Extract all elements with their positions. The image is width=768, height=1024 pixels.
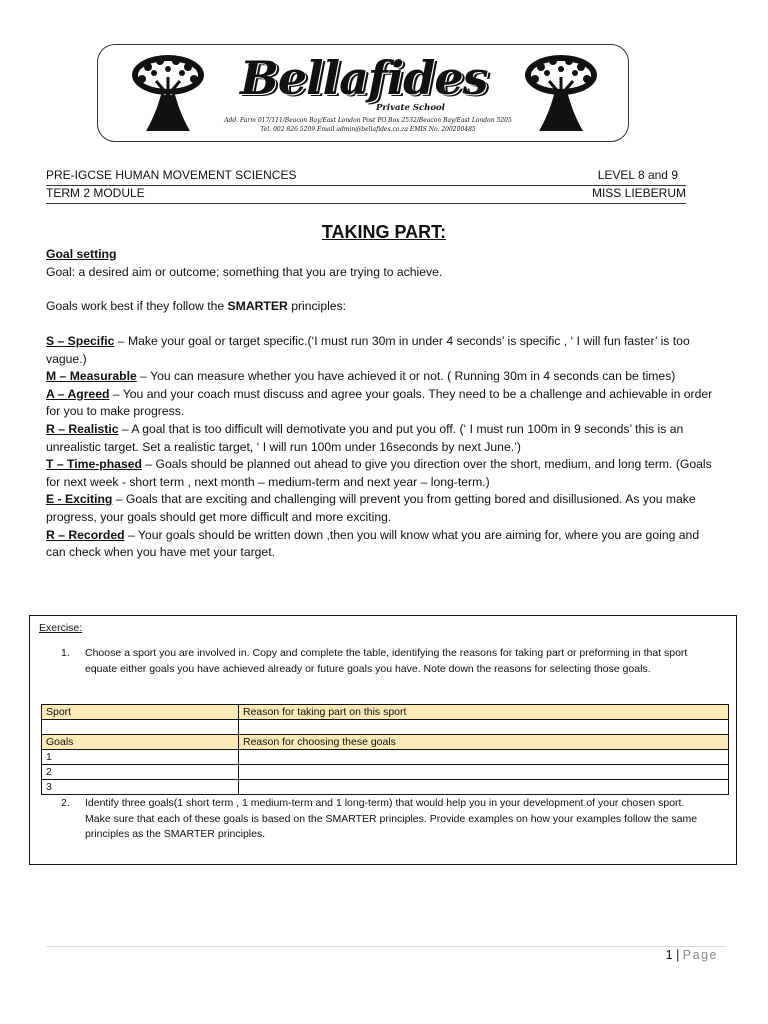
- module-row: [46, 186, 686, 204]
- table-row: [42, 780, 729, 795]
- row-number: 1: [42, 750, 239, 765]
- intro-smarter: SMARTER: [227, 299, 288, 313]
- sport-goals-table: [41, 704, 729, 795]
- principle-key: A – Agreed: [46, 386, 110, 401]
- principle-time-phased: [46, 456, 716, 491]
- item-text: Choose a sport you are involved in. Copy and complete the table, identifying the reasons for taking part or preforming in that sport equate either goals you have achieved already or future goals you have. Note down the reasons for selecting those goals.: [85, 647, 688, 675]
- intro-text: Goals work best if they follow the: [46, 299, 228, 313]
- item-text: Identify three goals(1 short term , 1 medium-term and 1 long-term) that would help you in your development of your chosen sport. Make sure that each of these goals is based on the SMARTER principles. Provide examples on how your examples follow the same principles as the SMARTER principles.: [85, 797, 698, 840]
- tree-icon: [521, 51, 601, 133]
- principle-realistic: [46, 421, 716, 456]
- table-cell: [239, 780, 729, 795]
- subject-name: PRE-IGCSE HUMAN MOVEMENT SCIENCES: [46, 168, 297, 182]
- smarter-intro: [46, 298, 716, 316]
- principle-key: S – Specific: [46, 334, 115, 348]
- principle-text: – You can measure whether you have achieved it or not. ( Running 30m in 4 seconds can be times): [136, 369, 676, 384]
- school-contact: Tel. 002 826 5209 Email admin@bellafides.co.za EMIS No. 200200485: [260, 126, 476, 133]
- page-number: 1: [665, 948, 673, 962]
- principle-text: – A goal that is too difficult will demotivate you and put you off. (‘ I must run 100m in 9 seconds’ this is an unrealistic target. Set a realistic target, ‘ I will run 100m under 16seconds by next June.’): [46, 421, 684, 454]
- table-row: [42, 765, 729, 780]
- sport-header: Sport: [42, 705, 239, 720]
- page-label: Page: [682, 948, 718, 962]
- table-cell: [239, 750, 729, 765]
- item-number: 2.: [61, 797, 70, 809]
- principle-key: E - Exciting: [46, 492, 113, 507]
- table-cell: [42, 720, 239, 735]
- school-logo-header: [97, 44, 629, 142]
- goals-reason-header: Reason for choosing these goals: [239, 735, 729, 750]
- page-title: TAKING PART:: [321, 222, 447, 242]
- level-label: LEVEL 8 and 9: [597, 168, 678, 182]
- principle-agreed: [46, 386, 716, 421]
- principle-text: – Your goals should be written down ,then you will know what you are aiming for, where you are going and can check when you have met your target.: [46, 527, 700, 560]
- principle-key: R – Recorded: [46, 527, 125, 542]
- principle-recorded: [46, 527, 716, 562]
- exercise-box: [29, 615, 737, 865]
- table-row: [42, 750, 729, 765]
- principle-text: – Make your goal or target specific.(‘I must run 30m in under 4 seconds’ is specific , ‘ I will fun faster’ is too vague.): [46, 334, 690, 366]
- tree-icon: [128, 51, 208, 133]
- teacher-name: MISS LIEBERUM: [591, 186, 686, 200]
- page-footer: [666, 948, 718, 962]
- table-header-row: [42, 735, 729, 750]
- row-number: 3: [42, 780, 239, 795]
- school-type-label: Private School: [376, 103, 445, 113]
- module-name: TERM 2 MODULE: [46, 186, 145, 200]
- sport-reason-header: Reason for taking part on this sport: [239, 705, 729, 720]
- item-number: 1.: [61, 647, 70, 659]
- principle-text: – You and your coach must discuss and agree your goals. They need to be a challenge and achievable in order for you to make progress.: [46, 386, 713, 419]
- principle-key: T – Time-phased: [46, 457, 142, 472]
- principle-key: R – Realistic: [46, 421, 119, 436]
- footer-separator: |: [676, 948, 680, 962]
- principle-text: – Goals should be planned out ahead to give you direction over the short, medium, and long term. (Goals for next week - short term , next month – medium-term and next year – long-term.): [46, 457, 712, 489]
- goal-definition: Goal: a desired aim or outcome; something that you are trying to achieve.: [46, 264, 443, 279]
- principle-text: – Goals that are exciting and challenging will prevent you from getting bored and disillusioned. As you make progress, your goals should get more difficult and more exciting.: [46, 492, 696, 524]
- school-address: Add. Farm 017/111/Beacon Bay/East London Post PO Box 2532/Beacon Bay/East London 5205: [224, 117, 512, 124]
- goal-setting-heading: Goal setting: [46, 247, 117, 261]
- principle-key: M – Measurable: [46, 369, 137, 384]
- goal-setting-section: [46, 246, 716, 281]
- exercise-label: Exercise:: [39, 622, 83, 634]
- principle-measurable: [46, 368, 716, 386]
- table-header-row: [42, 705, 729, 720]
- table-cell: [239, 765, 729, 780]
- intro-text-end: principles:: [287, 299, 347, 313]
- principle-exciting: [46, 491, 716, 526]
- exercise-item-1: [61, 646, 710, 677]
- row-number: 2: [42, 765, 239, 780]
- smarter-principles-list: [46, 333, 716, 562]
- subject-row: [46, 168, 686, 186]
- footer-divider: [46, 946, 726, 947]
- goals-header: Goals: [42, 735, 239, 750]
- table-cell: [239, 720, 729, 735]
- principle-specific: [46, 333, 716, 368]
- school-brand-name: Bellafides: [240, 51, 488, 105]
- table-row: [42, 720, 729, 735]
- exercise-item-2: [61, 796, 710, 843]
